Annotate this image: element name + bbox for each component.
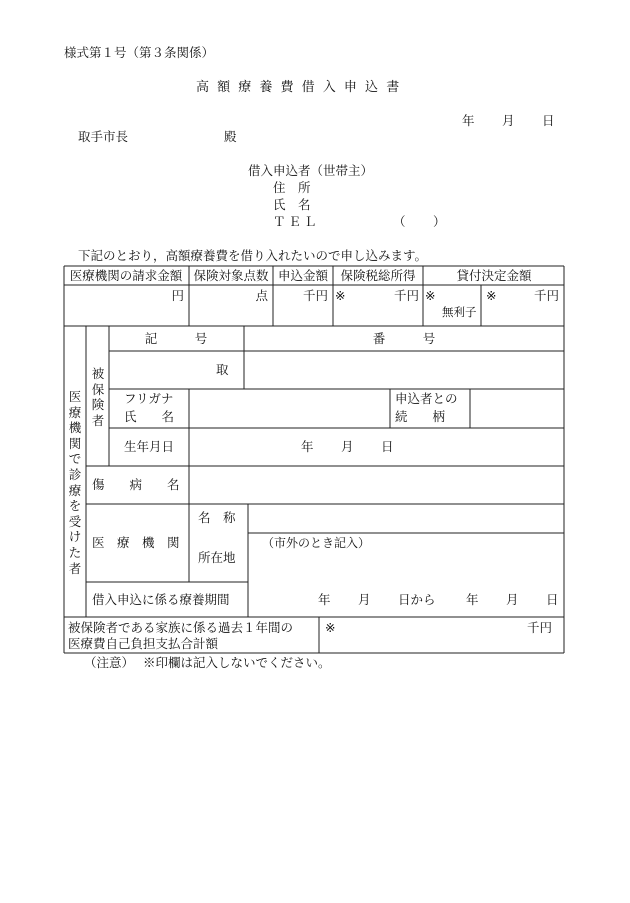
date-year: 年 [462, 113, 475, 128]
apply-unit: 千円 [302, 288, 328, 303]
interest-free-label: 無利子 [442, 305, 477, 319]
birth-day: 日 [381, 439, 394, 454]
loan-unit: 千円 [533, 288, 559, 303]
family-unit: 千円 [526, 620, 552, 635]
patient-name-label: 氏 名 [124, 409, 175, 424]
period-month-2: 月 [506, 592, 519, 607]
outside-city-note: （市外のとき記入） [262, 536, 371, 550]
claim-unit: 円 [171, 288, 184, 303]
intro-text: 下記のとおり，高額療養費を借り入れたいので申し込みます。 [78, 248, 428, 263]
family-label-2: 医療費自己負担支払合計額 [68, 636, 219, 651]
family-mark: ※ [325, 620, 336, 635]
interest-mark: ※ [425, 288, 436, 303]
period-from: 日から [398, 592, 436, 607]
note-text: ※印欄は記入しないでください。 [143, 655, 331, 670]
institution-address-label: 所在地 [198, 550, 236, 565]
form-number: 様式第１号（第３条関係） [64, 45, 215, 60]
header-loan-amount: 貸付決定金額 [456, 268, 532, 283]
disease-label: 傷 病 名 [92, 477, 180, 492]
date-day: 日 [542, 113, 555, 128]
name-label: 氏 名 [273, 197, 311, 212]
bangou-label: 番 号 [372, 331, 436, 346]
honorific: 殿 [224, 129, 237, 144]
points-unit: 点 [255, 288, 268, 303]
period-label: 借入申込に係る療養期間 [92, 592, 230, 607]
kigou-label: 記 号 [144, 331, 208, 346]
outer-patient-label: 医療機関で診療を受けた者 [68, 389, 82, 576]
relation-label-2: 続 柄 [395, 409, 446, 424]
institution-label: 医 療 機 関 [92, 535, 180, 550]
family-label-1: 被保険者である家族に係る過去１年間の [68, 620, 294, 635]
applicant-heading: 借入申込者（世帯主） [248, 163, 374, 178]
header-insured-points: 保険対象点数 [193, 268, 269, 283]
header-apply-amount: 申込金額 [277, 268, 329, 283]
date-month: 月 [502, 113, 515, 128]
tel-paren-open: （ [393, 214, 406, 229]
header-tax-income: 保険税総所得 [340, 268, 416, 283]
relation-label-1: 申込者との [395, 391, 458, 406]
income-mark: ※ [335, 288, 346, 303]
tel-paren-close: ） [433, 214, 446, 229]
form-title: 高 額 療 養 費 借 入 申 込 書 [196, 80, 400, 95]
tel-label: ＴＥＬ [273, 214, 320, 229]
birth-month: 月 [341, 439, 354, 454]
note-label: （注意） [84, 655, 135, 670]
furigana-label: フリガナ [124, 391, 174, 406]
header-claim-amount: 医療機関の請求金額 [69, 268, 183, 283]
birth-year: 年 [301, 439, 314, 454]
period-month-1: 月 [358, 592, 371, 607]
birth-label: 生年月日 [124, 439, 175, 454]
period-day-2: 日 [546, 592, 559, 607]
institution-name-label: 名 称 [198, 510, 236, 525]
income-unit: 千円 [393, 288, 419, 303]
period-year-1: 年 [318, 592, 331, 607]
period-year-2: 年 [466, 592, 479, 607]
address-label: 住 所 [273, 180, 311, 195]
addressee: 取手市長 [78, 129, 129, 144]
insured-person-label: 被保険者 [91, 366, 105, 428]
tori-label: 取 [216, 362, 229, 377]
loan-mark: ※ [486, 288, 497, 303]
